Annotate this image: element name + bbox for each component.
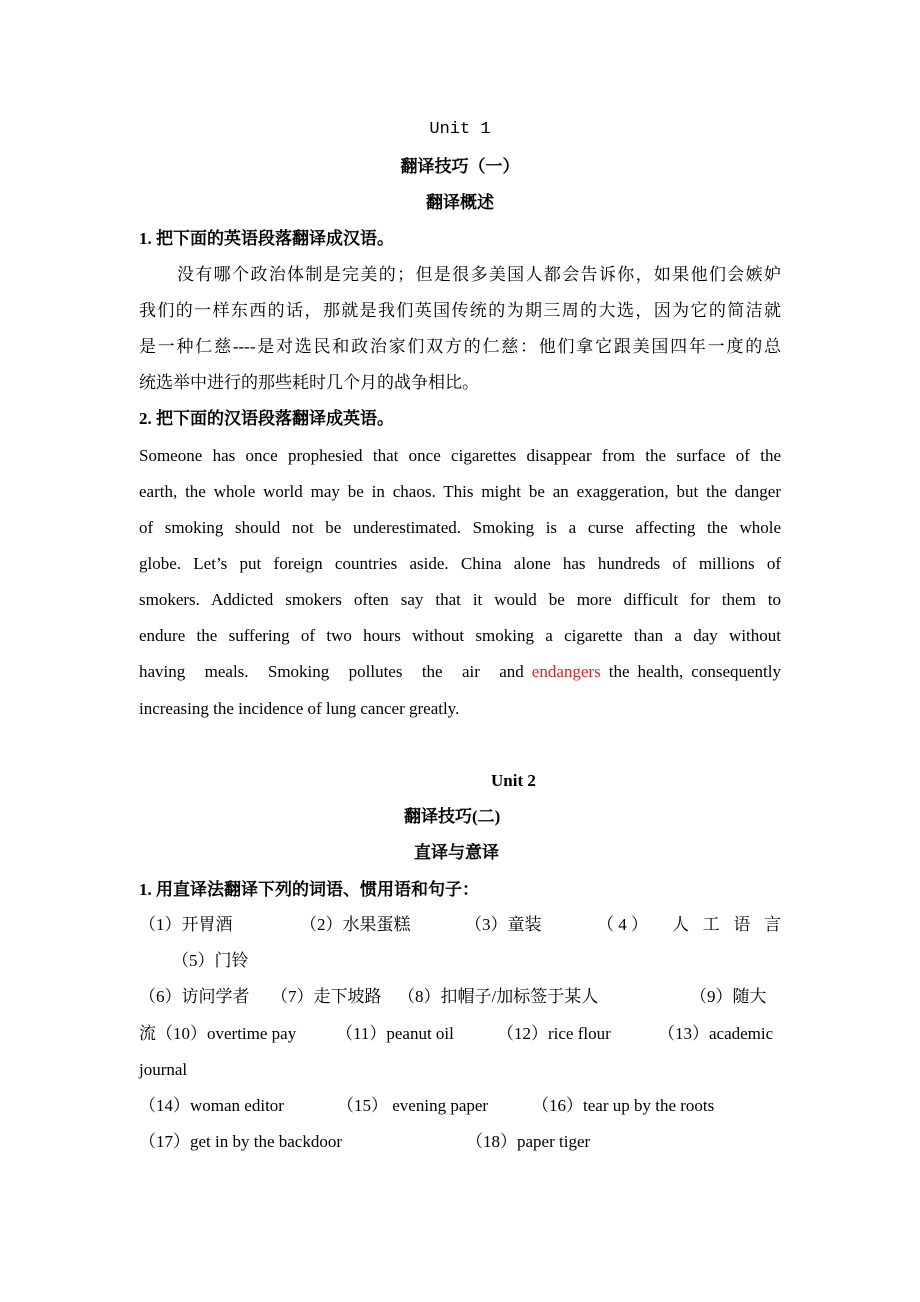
- vocab-item: （15） evening paper: [337, 1096, 489, 1115]
- vocab-item: （18）paper tiger: [466, 1132, 591, 1151]
- vocab-item: （14）woman editor: [139, 1096, 284, 1115]
- vocab-item-continuation: journal: [139, 1060, 188, 1079]
- vocab-item: （5）门铃: [172, 951, 249, 970]
- unit2-label: Unit 2: [491, 771, 536, 790]
- vocab-item: （3）童装: [465, 915, 542, 934]
- vocab-item: （7）走下坡路: [271, 987, 382, 1006]
- unit1-q2-line: globe. Let’s put foreign countries aside. China alone has hundreds of millions of: [139, 554, 781, 573]
- unit2-topic-title: 直译与意译: [414, 843, 499, 862]
- vocab-item: （6）访问学者: [139, 987, 250, 1006]
- unit1-topic-title: 翻译概述: [426, 193, 494, 212]
- unit2-technique-title: 翻译技巧(二): [404, 807, 501, 826]
- vocab-item: （2）水果蛋糕: [300, 915, 411, 934]
- unit1-q1-line: 没有哪个政治体制是完美的；但是很多美国人都会告诉你，如果他们会嫉妒: [177, 265, 781, 284]
- vocab-item: （12）rice flour: [497, 1024, 611, 1043]
- unit1-q2-heading: 2. 把下面的汉语段落翻译成英语。: [139, 409, 394, 428]
- unit1-q2-line: increasing the incidence of lung cancer greatly.: [139, 699, 460, 718]
- unit1-q2-line: earth, the whole world may be in chaos. This might be an exaggeration, but the danger: [139, 482, 781, 501]
- unit1-q1-line: 是一种仁慈----是对选民和政治家们双方的仁慈：他们拿它跟美国四年一度的总: [139, 337, 781, 356]
- vocab-item: 人 工 语 言: [672, 915, 781, 934]
- vocab-item: （13）academic: [658, 1024, 774, 1043]
- unit1-q2-line: smokers. Addicted smokers often say that it would be more difficult for them to: [139, 590, 781, 609]
- unit1-technique-title: 翻译技巧（一）: [400, 157, 520, 176]
- unit1-q2-line: endure the suffering of two hours without smoking a cigarette than a day without: [139, 626, 781, 645]
- unit1-label: Unit 1: [429, 120, 491, 139]
- vocab-item: （16）tear up by the roots: [532, 1096, 715, 1115]
- vocab-item-number: （ 4 ）: [597, 915, 648, 934]
- vocab-item: （1）开胃酒: [139, 915, 233, 934]
- vocab-item: （10）overtime pay: [156, 1024, 297, 1043]
- unit1-q2-line: of smoking should not be underestimated. Smoking is a curse affecting the whole: [139, 518, 781, 537]
- unit1-q1-heading: 1. 把下面的英语段落翻译成汉语。: [139, 229, 394, 248]
- unit1-q2-line: Someone has once prophesied that once cigarettes disappear from the surface of the: [139, 446, 781, 465]
- vocab-item: （9）随大: [690, 987, 767, 1006]
- vocab-item: （17）get in by the backdoor: [139, 1132, 343, 1151]
- vocab-item-continuation: 流: [139, 1024, 156, 1043]
- unit2-q1-heading: 1. 用直译法翻译下列的词语、惯用语和句子：: [139, 880, 479, 899]
- vocab-item: （11）peanut oil: [336, 1024, 454, 1043]
- highlighted-word: endangers: [531, 662, 601, 681]
- unit1-q1-line: 统选举中进行的那些耗时几个月的战争相比。: [139, 373, 479, 392]
- vocab-item: （8）扣帽子/加标签于某人: [398, 987, 599, 1006]
- unit1-q2-line-highlighted: having meals. Smoking pollutes the air and endangers the health, consequently: [139, 662, 781, 681]
- unit1-q1-line: 我们的一样东西的话，那就是我们英国传统的为期三周的大选，因为它的简洁就: [139, 301, 781, 320]
